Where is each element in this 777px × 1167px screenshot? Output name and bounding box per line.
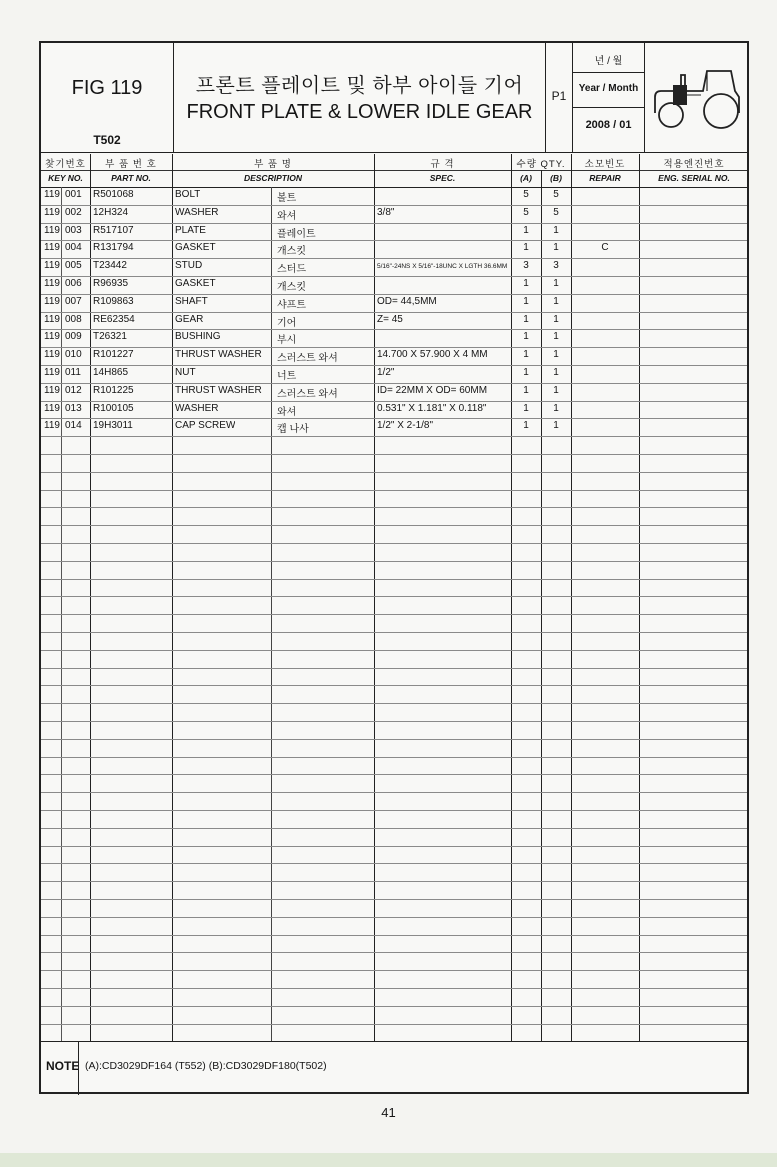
qty-b: 1 xyxy=(553,402,559,414)
qty-b: 5 xyxy=(553,206,559,218)
qty-b: 1 xyxy=(553,278,559,289)
description-en: SHAFT xyxy=(175,295,208,307)
part-no: RE62354 xyxy=(93,313,135,325)
spec: 1/2" X 2-1/8" xyxy=(377,420,434,432)
part-no: T23442 xyxy=(93,260,127,272)
fig-code: 119 xyxy=(44,242,60,254)
qty-a: 1 xyxy=(523,242,529,254)
title-korean: 프론트 플레이트 및 하부 아이들 기어 xyxy=(195,75,524,97)
qty-b: 1 xyxy=(553,295,559,307)
key-no: 005 xyxy=(65,260,82,272)
description-ko: 샤프트 xyxy=(277,299,306,311)
table-row xyxy=(41,294,747,312)
part-no: R501068 xyxy=(93,189,134,200)
part-no: 14H865 xyxy=(93,367,129,378)
description-en: PLATE xyxy=(175,224,206,236)
description-ko: 볼트 xyxy=(277,193,297,204)
date-label-korean: 년 / 월 xyxy=(594,56,623,67)
title-cell xyxy=(174,43,546,152)
fig-code: 119 xyxy=(44,189,60,200)
col-part-no: 부 품 번 호 PART NO. xyxy=(105,159,157,183)
qty-a: 1 xyxy=(523,313,529,325)
table-row xyxy=(41,240,747,258)
note-text: (A):CD3029DF164 (T552) (B):CD3029DF180(T502) xyxy=(85,1060,327,1072)
qty-a: 1 xyxy=(523,224,529,236)
table-row xyxy=(41,418,747,436)
note-label: NOTE xyxy=(46,1059,80,1073)
fig-code: 119 xyxy=(44,384,60,396)
table-row xyxy=(41,276,747,294)
part-no: T26321 xyxy=(93,331,127,343)
spec: 5/16"-24NS X 5/16"-18UNC X LGTH 36.6MM xyxy=(377,263,508,271)
description-en: THRUST WASHER xyxy=(175,384,262,396)
description-ko: 와셔 xyxy=(277,210,297,222)
table-row xyxy=(41,223,747,241)
part-no: 19H3011 xyxy=(93,420,133,432)
spec: 1/2" xyxy=(377,367,395,378)
qty-b: 1 xyxy=(553,384,559,396)
qty-a: 1 xyxy=(523,331,529,343)
fig-code: 119 xyxy=(44,402,60,414)
table-row xyxy=(41,329,747,347)
col-serial: 적용엔진번호 ENG. SERIAL NO. xyxy=(658,159,730,183)
spec: OD= 44,5MM xyxy=(377,295,437,307)
col-key: 찾기번호 KEY NO. xyxy=(45,159,86,183)
title-english: FRONT PLATE & LOWER IDLE GEAR xyxy=(186,101,533,123)
date-label-english: Year / Month xyxy=(578,83,639,94)
part-no: R96935 xyxy=(93,278,129,289)
part-no: R101227 xyxy=(93,349,134,361)
col-qty-a: (A) xyxy=(520,173,532,183)
fig-number: FIG 119 xyxy=(71,77,143,99)
page-code-cell xyxy=(546,43,573,152)
col-repair: 소모빈도 REPAIR xyxy=(584,159,626,183)
description-en: CAP SCREW xyxy=(175,420,236,432)
spec: 3/8" xyxy=(377,206,395,218)
col-qty-b: (B) xyxy=(550,173,562,183)
fig-code: 119 xyxy=(44,349,60,361)
qty-b: 1 xyxy=(553,242,559,254)
key-no: 002 xyxy=(65,206,82,218)
table-row xyxy=(41,347,747,365)
tractor-icon xyxy=(651,61,743,133)
description-ko: 기어 xyxy=(277,317,297,329)
page-code: P1 xyxy=(551,89,567,103)
date-value: 2008 / 01 xyxy=(585,119,632,131)
table-row xyxy=(41,258,747,276)
qty-b: 1 xyxy=(553,349,559,361)
parts-table xyxy=(41,187,747,1041)
spec: Z= 45 xyxy=(377,313,403,325)
description-en: STUD xyxy=(175,260,203,272)
qty-a: 5 xyxy=(523,189,529,200)
col-qty: 수량 QTY. xyxy=(516,159,566,170)
part-no: R109863 xyxy=(93,295,134,307)
column-headers xyxy=(41,154,747,187)
qty-b: 1 xyxy=(553,331,559,343)
table-row xyxy=(41,383,747,401)
qty-a: 3 xyxy=(523,260,529,272)
table-row xyxy=(41,401,747,419)
qty-a: 5 xyxy=(523,206,529,218)
key-no: 010 xyxy=(65,349,82,361)
qty-b: 1 xyxy=(553,313,559,325)
qty-a: 1 xyxy=(523,295,529,307)
col-spec: 규 격 SPEC. xyxy=(429,159,456,183)
qty-a: 1 xyxy=(523,420,529,432)
fig-code: 119 xyxy=(44,224,60,236)
part-no: R100105 xyxy=(93,402,134,414)
key-no: 009 xyxy=(65,331,82,343)
table-row xyxy=(41,312,747,330)
table-row xyxy=(41,365,747,383)
qty-b: 1 xyxy=(553,367,559,378)
description-ko: 부시 xyxy=(277,335,297,347)
page-number: 41 xyxy=(381,1105,396,1120)
key-no: 014 xyxy=(65,420,82,432)
part-no: 12H324 xyxy=(93,206,129,218)
key-no: 006 xyxy=(65,278,82,289)
description-en: BOLT xyxy=(175,189,201,200)
description-en: NUT xyxy=(175,367,196,378)
spec: 14.700 X 57.900 X 4 MM xyxy=(377,349,488,361)
key-no: 008 xyxy=(65,313,82,325)
qty-a: 1 xyxy=(523,402,529,414)
description-en: GASKET xyxy=(175,278,216,289)
description-en: GEAR xyxy=(175,313,204,325)
fig-cell xyxy=(41,43,174,152)
qty-b: 1 xyxy=(553,224,559,236)
spec: ID= 22MM X OD= 60MM xyxy=(377,384,488,396)
description-ko: 스러스트 와셔 xyxy=(277,388,338,400)
table-row xyxy=(41,205,747,223)
description-ko: 개스킷 xyxy=(277,246,306,258)
key-no: 007 xyxy=(65,295,82,307)
description-ko: 플레이트 xyxy=(277,228,316,240)
description-ko: 와셔 xyxy=(277,406,297,418)
fig-code: 119 xyxy=(44,367,60,378)
fig-code: 119 xyxy=(44,420,60,432)
description-ko: 너트 xyxy=(277,371,297,382)
table-row xyxy=(41,187,747,205)
repair: C xyxy=(601,242,609,254)
qty-b: 3 xyxy=(553,260,559,272)
model-code: T502 xyxy=(93,133,121,147)
fig-code: 119 xyxy=(44,331,60,343)
parts-sheet xyxy=(39,41,749,1094)
description-ko: 스러스트 와셔 xyxy=(277,353,338,365)
description-en: THRUST WASHER xyxy=(175,349,262,361)
description-ko: 개스킷 xyxy=(277,282,306,293)
description-en: BUSHING xyxy=(175,331,221,343)
qty-a: 1 xyxy=(523,278,529,289)
spec: 0.531" X 1.181" X 0.118" xyxy=(377,402,487,414)
description-ko: 스터드 xyxy=(277,264,306,276)
fig-code: 119 xyxy=(44,295,60,307)
fig-code: 119 xyxy=(44,313,60,325)
qty-b: 1 xyxy=(553,420,559,432)
key-no: 012 xyxy=(65,384,82,396)
description-ko: 캡 나사 xyxy=(277,424,309,436)
fig-code: 119 xyxy=(44,206,60,218)
part-no: R101225 xyxy=(93,384,134,396)
key-no: 013 xyxy=(65,402,82,414)
fig-code: 119 xyxy=(44,260,60,272)
qty-b: 5 xyxy=(553,189,559,200)
key-no: 004 xyxy=(65,242,82,254)
qty-a: 1 xyxy=(523,367,529,378)
description-en: GASKET xyxy=(175,242,216,254)
date-cell xyxy=(573,43,645,152)
key-no: 003 xyxy=(65,224,82,236)
key-no: 011 xyxy=(65,367,81,378)
qty-a: 1 xyxy=(523,349,529,361)
page-bottom-strip xyxy=(0,1153,777,1167)
qty-a: 1 xyxy=(523,384,529,396)
fig-code: 119 xyxy=(44,278,60,289)
key-no: 001 xyxy=(65,189,82,200)
part-no: R131794 xyxy=(93,242,134,254)
col-description: 부 품 명 DESCRIPTION xyxy=(243,159,303,183)
description-en: WASHER xyxy=(175,402,219,414)
description-en: WASHER xyxy=(175,206,219,218)
part-no: R517107 xyxy=(93,224,134,236)
note-section xyxy=(41,1041,747,1095)
tractor-image-cell xyxy=(645,43,749,152)
